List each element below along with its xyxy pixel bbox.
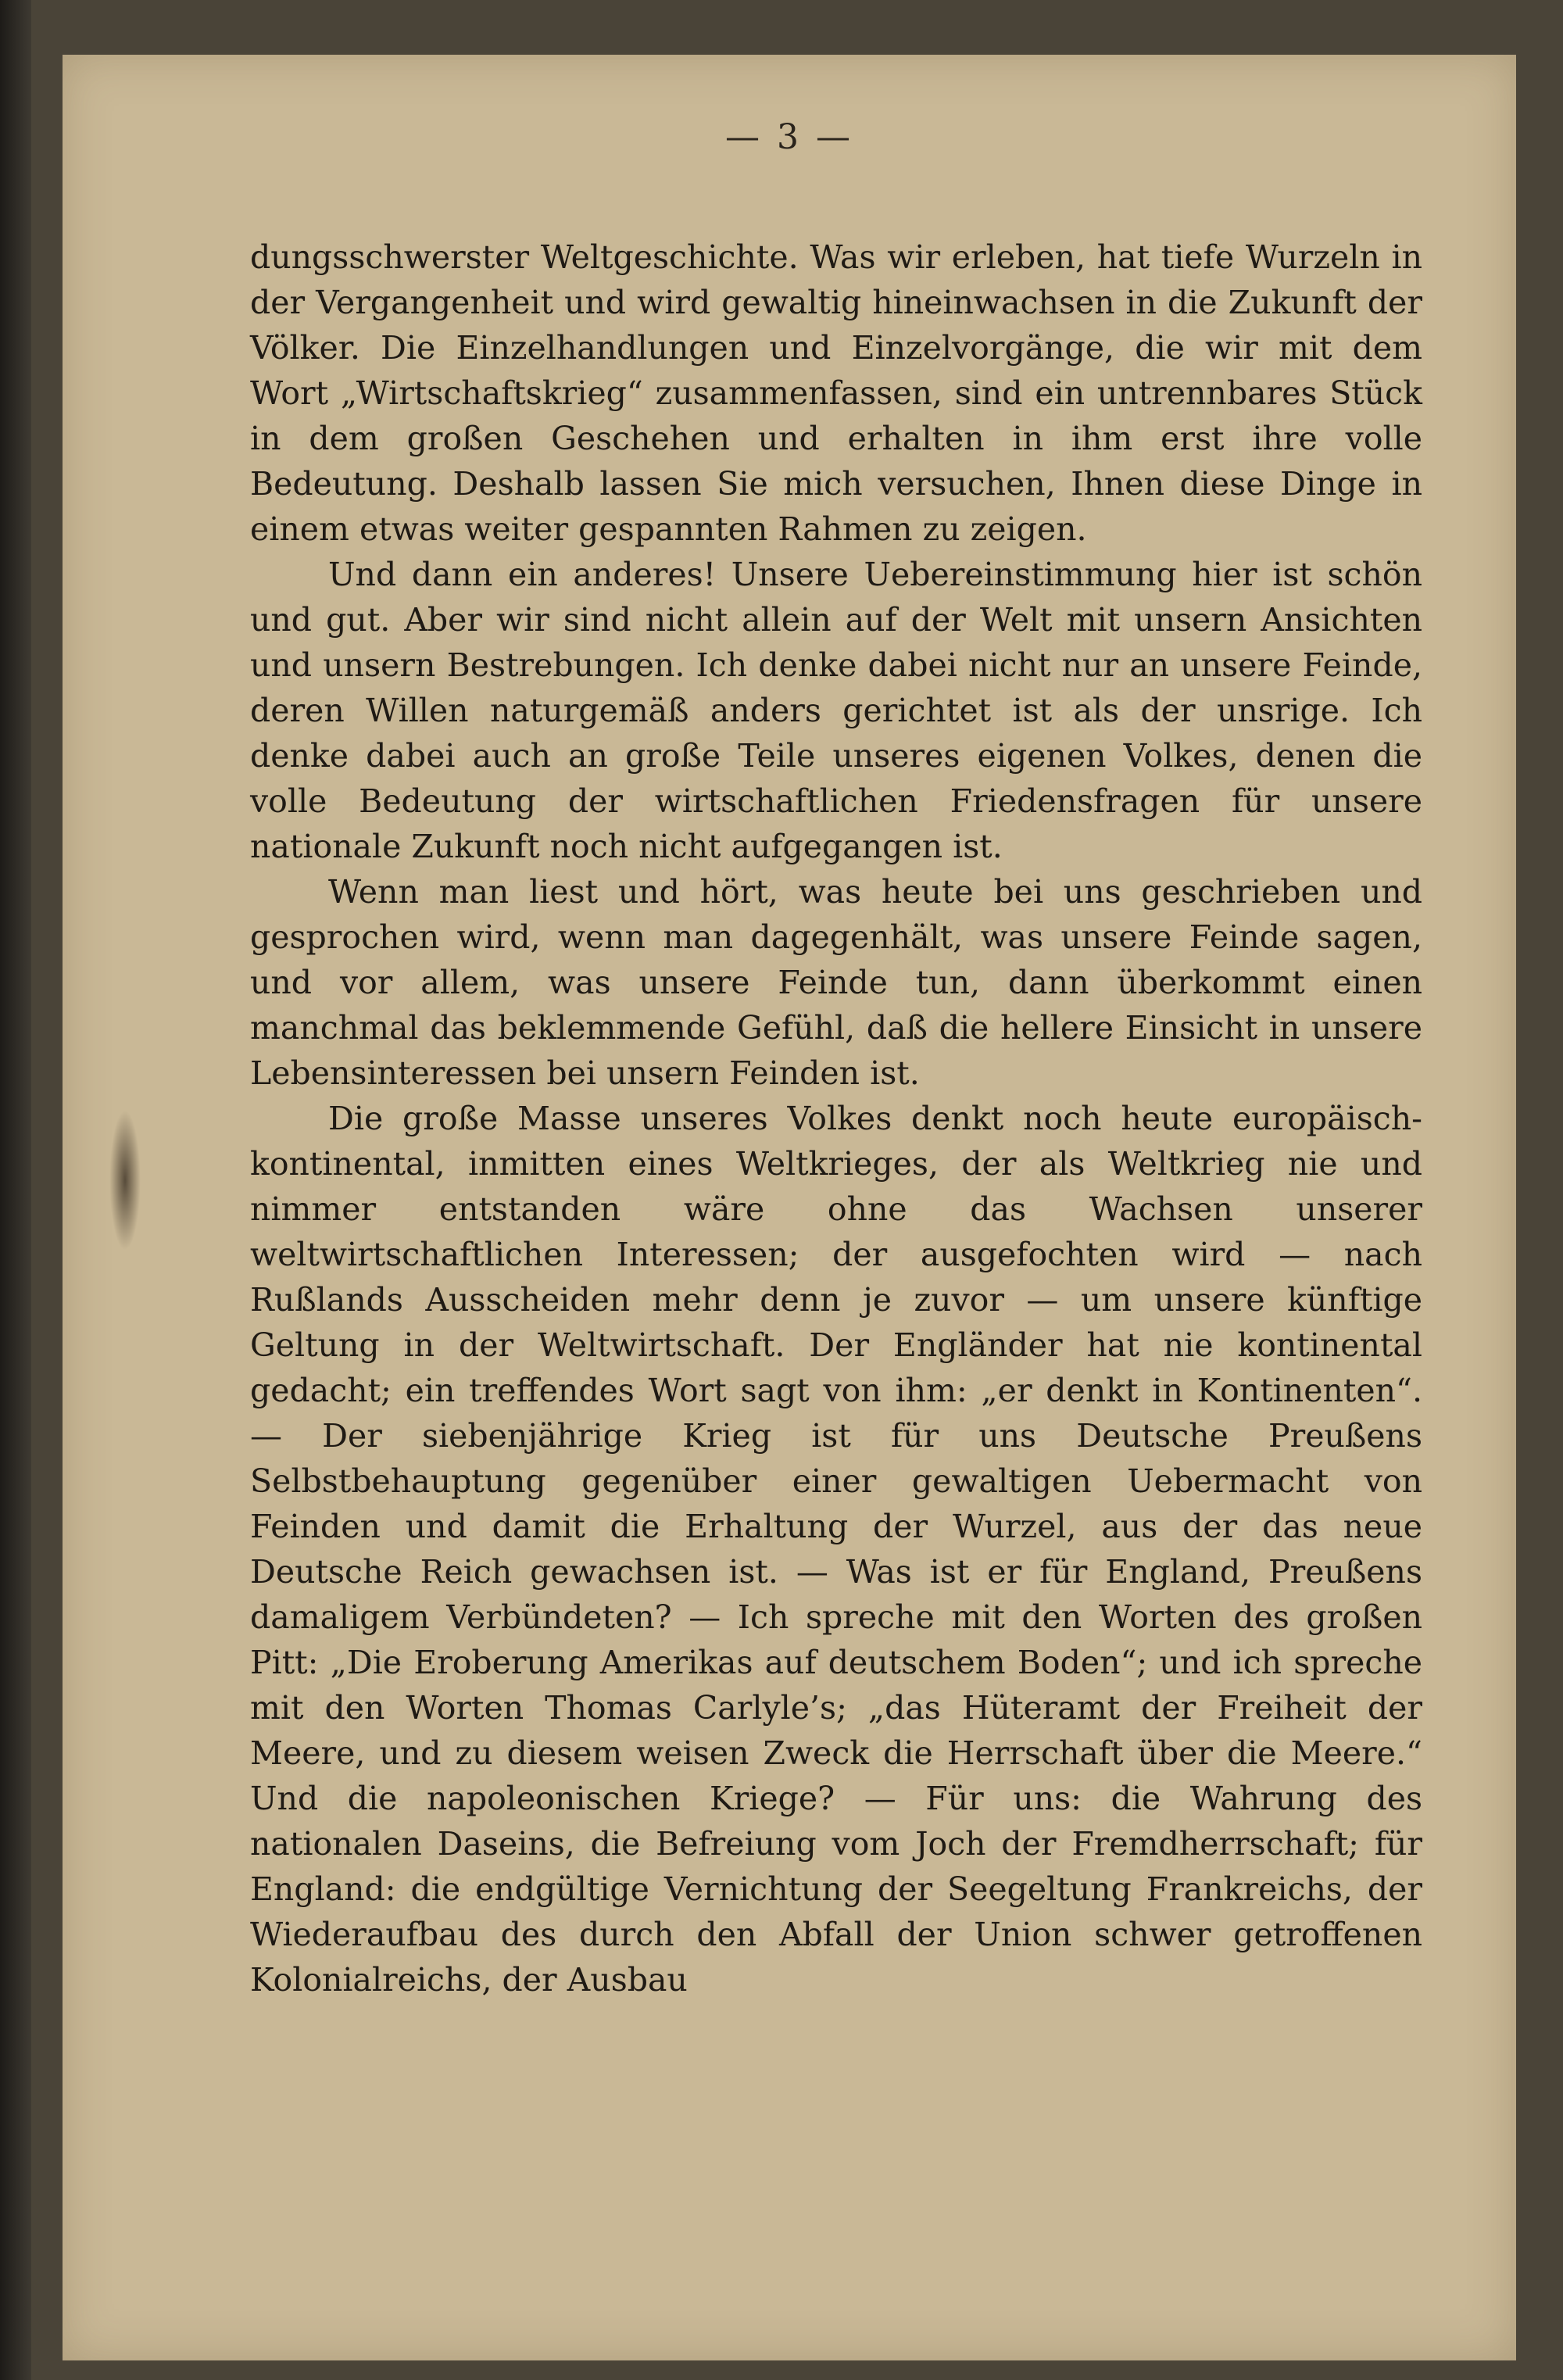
- body-text: [250, 234, 1422, 2002]
- page-number: — 3 —: [725, 117, 853, 157]
- paper-stain: [109, 1110, 141, 1251]
- paragraph-3: Wenn man liest und hört, was heute bei uns geschrieben und gesprochen wird, wenn man dagegenhält, was unsere Feinde sagen, und vor allem, was unsere Feinde tun, dann überkommt einen manchmal das beklemmende Gefühl, daß die hellere Einsicht in unsere Lebensinteressen bei unsern Feinden ist.: [250, 873, 1422, 1092]
- paragraph-1: dungsschwerster Weltgeschichte. Was wir erleben, hat tiefe Wurzeln in der Vergangenheit und wird gewaltig hineinwachsen in die Zukunft der Völker. Die Einzelhandlungen und Einzelvorgänge, die wir mit dem Wort „Wirtschaftskrieg“ zusammenfassen, sind ein untrennbares Stück in dem großen Geschehen und erhalten in ihm erst ihre volle Bedeutung. Deshalb lassen Sie mich versuchen, Ihnen diese Dinge in einem etwas weiter gespannten Rahmen zu zeigen.: [250, 238, 1422, 548]
- paragraph-2: Und dann ein anderes! Unsere Uebereinstimmung hier ist schön und gut. Aber wir sind nicht allein auf der Welt mit unsern Ansichten und unsern Bestrebungen. Ich denke dabei nicht nur an unsere Feinde, deren Willen naturgemäß anders gerichtet ist als der unsrige. Ich denke dabei auch an große Teile unseres eigenen Volkes, denen die volle Bedeutung der wirtschaftlichen Friedensfragen für unsere nationale Zukunft noch nicht aufgegangen ist.: [250, 556, 1422, 865]
- book-page: [63, 55, 1516, 2360]
- paragraph-4: Die große Masse unseres Volkes denkt noch heute europäisch-kontinental, inmitten eines Weltkrieges, der als Weltkrieg nie und nimmer entstanden wäre ohne das Wachsen unserer weltwirtschaftlichen Interessen; der ausgefochten wird — nach Rußlands Ausscheiden mehr denn je zuvor — um unsere künftige Geltung in der Weltwirtschaft. Der Engländer hat nie kontinental gedacht; ein treffendes Wort sagt von ihm: „er denkt in Kontinenten“. — Der siebenjährige Krieg ist für uns Deutsche Preußens Selbstbehauptung gegenüber einer gewaltigen Uebermacht von Feinden und damit die Erhaltung der Wurzel, aus der das neue Deutsche Reich gewachsen ist. — Was ist er für England, Preußens damaligem Verbündeten? — Ich spreche mit den Worten des großen Pitt: „Die Eroberung Amerikas auf deutschem Boden“; und ich spreche mit den Worten Thomas Carlyle’s; „das Hüteramt der Freiheit der Meere, und zu diesem weisen Zweck die Herrschaft über die Meere.“ Und die napoleonischen Kriege? — Für uns: die Wahrung des nationalen Daseins, die Befreiung vom Joch der Fremdherrschaft; für England: die endgültige Vernichtung der Seegeltung Frankreichs, der Wiederaufbau des durch den Abfall der Union schwer getroffenen Kolonialreichs, der Ausbau: [250, 1100, 1422, 1999]
- binding-edge: [0, 0, 31, 2380]
